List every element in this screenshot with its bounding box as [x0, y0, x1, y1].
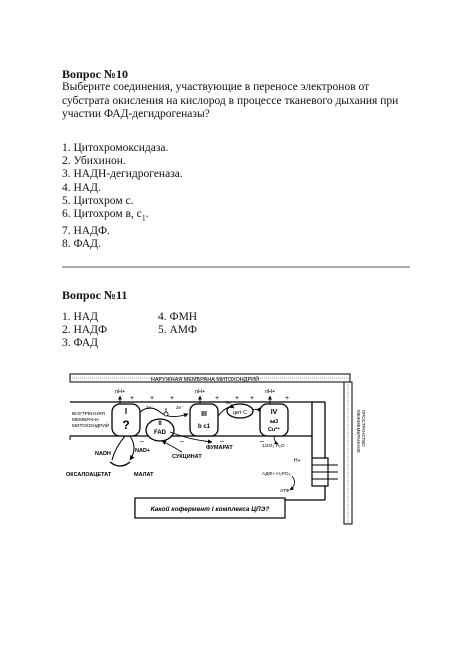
e-label-3: 2e⁻ — [226, 400, 234, 405]
ubiquinone-node — [164, 412, 168, 416]
option-5[interactable]: 5. АМФ — [158, 324, 197, 337]
inner-membrane-label-2: МЕМБРАНА — [72, 418, 100, 423]
complex-4-top: IV — [270, 409, 278, 416]
svg-text:–: – — [180, 438, 184, 445]
option-2[interactable]: 2. НАДФ — [62, 324, 108, 337]
svg-text:+: + — [150, 395, 155, 402]
nh-plus-label-3: nH+ — [265, 389, 276, 395]
succinate-label: СУКЦИНАТ — [172, 454, 202, 460]
nh-plus-label-2: nH+ — [195, 389, 206, 395]
e-label-1: 2e⁻ — [146, 405, 154, 410]
question-box-text: Какой кофермент I комплекса ЦПЭ? — [150, 506, 270, 513]
e-label-2: 2e⁻ — [176, 405, 184, 410]
svg-text:+: + — [130, 395, 135, 402]
complex-3 — [190, 404, 218, 436]
nh-plus-label-1: nH+ — [115, 389, 126, 395]
question-10-title: Вопрос №10 — [62, 67, 128, 81]
option-6-sub: 1 — [141, 213, 146, 223]
cytochrome-c-label: цит С — [232, 410, 248, 416]
question-10-text: Выберите соединения, участвующие в переносе электронов от субстрата окисления на кислород в процессе тканевого дыхания при участии ФАД-дегидрогеназы? — [62, 81, 399, 120]
nadh-label: NADH — [95, 451, 111, 457]
question-11-title: Вопрос №11 — [62, 288, 128, 302]
option-7[interactable]: 7. НАДФ. — [62, 224, 110, 237]
option-2[interactable]: 2. Убихинон. — [62, 155, 126, 168]
svg-text:+: + — [170, 395, 175, 402]
outer-membrane-label: НАРУЖНАЯ МЕМБРАНА МИТОХОНДРИЙ — [150, 377, 260, 383]
svg-text:+: + — [215, 395, 220, 402]
atp-label: АТФ — [280, 489, 290, 494]
complex-1-question: ? — [122, 418, 130, 432]
nad-arrow — [130, 436, 134, 460]
nadh-arrow — [112, 436, 125, 460]
option-3[interactable]: 3. НАДН-дегидрогеназа. — [62, 168, 183, 181]
option-8[interactable]: 8. ФАД. — [62, 237, 101, 250]
option-3[interactable]: 3. ФАД — [62, 337, 99, 350]
oxygen-arrow — [274, 436, 278, 444]
option-6-text: 6. Цитохром в, с — [62, 208, 142, 221]
nad-plus-label: NAD+ — [135, 448, 151, 454]
option-6-end: . — [145, 208, 149, 221]
complex-4-mid: aa3 — [269, 419, 279, 425]
succinate-arrow — [162, 441, 182, 452]
complex-2-top: II — [158, 421, 162, 427]
h-plus-synthase: H+ — [294, 458, 301, 464]
inner-membrane-label-3: МИТОХОНДРИЙ — [72, 424, 110, 429]
inner-membrane-label-1: ВНУТРЕННЯЯ — [72, 412, 105, 417]
complex-1-label: I — [124, 407, 128, 416]
svg-text:–: – — [140, 438, 144, 445]
oxaloacetate-label: ОКСАЛОАЦЕТАТ — [66, 472, 112, 478]
plus-row — [130, 395, 289, 402]
fumarate-label: ФУМАРАТ — [206, 445, 233, 451]
svg-text:+: + — [285, 395, 290, 402]
option-4[interactable]: 4. ФМН — [158, 311, 198, 323]
svg-text:–: – — [220, 438, 224, 445]
intermembrane-label-2: ПРОСТРАНСТВО — [361, 410, 366, 447]
svg-text:+: + — [250, 395, 255, 402]
complex-3-label: b c1 — [197, 424, 211, 430]
option-1[interactable]: 1. НАД — [62, 311, 98, 323]
adp-label: АДФ+ H₃PO₄ — [262, 472, 291, 477]
complex-2-label: FAD — [154, 430, 166, 436]
complex-3-top: III — [201, 411, 207, 418]
option-5[interactable]: 5. Цитохром с. — [62, 194, 134, 207]
water-label: 1/2O₂ H₂O — [262, 444, 285, 449]
option-1[interactable]: 1. Цитохромоксидаза. — [62, 142, 169, 154]
atp-arrow — [290, 476, 295, 490]
svg-text:+: + — [235, 395, 240, 402]
malate-cycle — [110, 462, 130, 466]
complex-4-bottom: Cu²⁺ — [267, 427, 281, 433]
malate-label: МАЛАТ — [134, 472, 154, 478]
intermembrane-label-1: МЕЖМЕМБРАННОЕ — [356, 410, 361, 454]
option-4[interactable]: 4. НАД. — [62, 181, 101, 194]
svg-text:–: – — [260, 438, 264, 445]
